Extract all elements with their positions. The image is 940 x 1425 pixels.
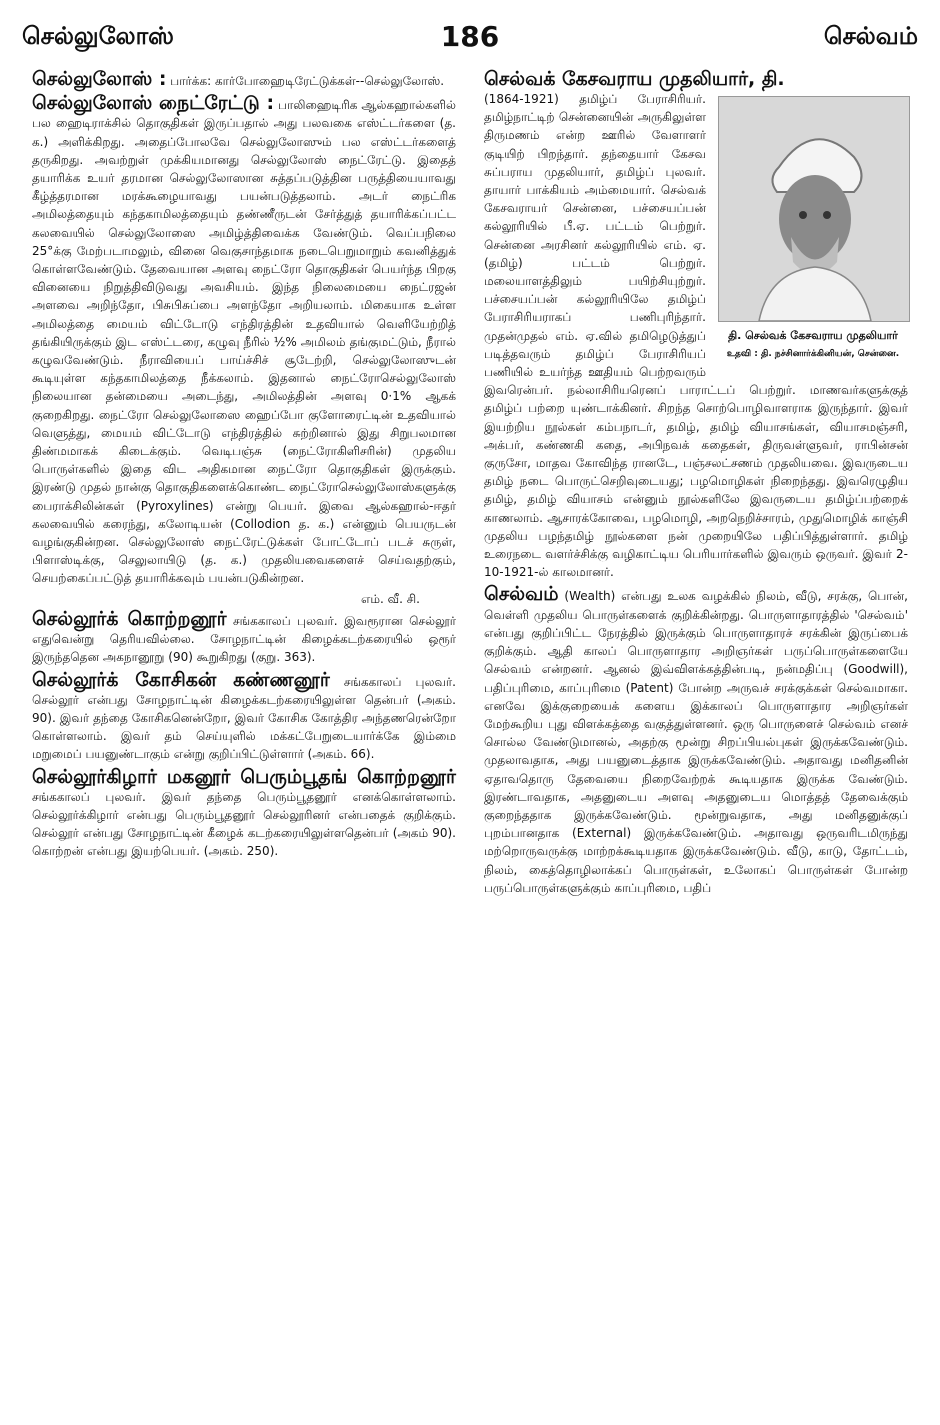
- entry-selvak-kesavaraya-text: (1864-1921) தமிழ்ப் பேராசிரியர். தமிழ்நாட்டிற் சென்னையின் அருகிலுள்ள திருமணம் என்ற ஊரில் வேளாளர் குடியிற் பிறந்தார். தந்தையார் கேசவ சுப்பராய முதலியார், தமிழ்ப் புலவர். தாயார் பாக்கியம் அம்மையார். செல்வக் கேசவராயர் சென்னை, பச்சையப்பன் கல்லூரியில் பீ.ஏ. பட்டம் பெற்றுர். சென்னை அரசினர் கல்லூரியில் எம். ஏ. (தமிழ்) பட்டம் பெற்றுர். மலையாளத்திலும் பயிற்சியுற்றுர். பச்சையப்பன் கல்லூரியிலே தமிழ்ப் பேராசிரியராகப் பணிபுரிந்தார். முதன்முதல் எம். ஏ.வில் தமிழெடுத்துப் படித்தவரும் தமிழ்ப் பேராசிரியப் பணியில் உயர்ந்த ஊதியம் பெற்றவரும் இவரென்பர். நல்லாசிரியரெனப் பாராட்டப் பெற்றுர். மாணவர்களுக்குத் தமிழ்ப் பற்றை யுண்டாக்கினர். சிறந்த சொற்பொழிவாளராக இருந்தார். இவர் இயற்றிய நூல்கள் கம்பநாடர், தமிழ், தமிழ் வியாசங்கள், வியாசமஞ்சரி, அக்பர், கண்ணகி கதை, அபிநவக் கதைகள், திருவள்ளுவர், ராபின்சன் குருசோ, மாதவ கோவிந்த ரானடே, பஞ்சலட்சணம் முதலியவை. இவருடைய தமிழ் நடை பொருட்செறிவுடையது; பழமொழிகள் நிறைந்தது. இவரெழுதிய தமிழ், தமிழ் வியாசம் என்னும் நூல்களிலே இவருடைய தமிழ்ப்பற்றைக் காணலாம். ஆசாரக்கோவை, பழமொழி, அறநெறிச்சாரம், முதுமொழிக் காஞ்சி முதலிய பழந்தமிழ் நூல்களை நன் முறையிலே பதிப்பித்துள்ளார். தமிழ் உரைநடை வளர்ச்சிக்கு வழிகாட்டிய பெரியார்களில் இவரும் ஒருவர். இவர் 2-10-1921-ல் காலமானர்.: [484, 92, 908, 580]
- entry-headword: செல்லுலோஸ் :: [32, 68, 167, 90]
- page-header: [22, 22, 918, 52]
- entry-sellurkizhar-makanar: [32, 766, 456, 861]
- entry-headword: செல்வம்: [484, 583, 559, 606]
- entry-headword: செல்லூர்க் கொற்றனூர்: [32, 607, 227, 630]
- entry-text: சங்ககாலப் புலவர். இவரூரான செல்லூர் எதுவென்று தெரியவில்லை. சோழநாட்டின் கிழைக்கடற்கரையில் ஒரூர் இருந்ததென அகநானூறு (90) கூறுகிறது (குறு. 363).: [32, 613, 456, 665]
- entry-text: சங்ககாலப் புலவர். இவர் தந்தை பெரும்பூதனூர் எனக்கொள்ளலாம். செல்லூர்க்கிழார் என்பது பெரும்பூதனூர் செல்லூரினர் என்பதைக் குறிக்கும். செல்லூர் என்பது சோழநாட்டின் கீழைக் கடற்கரையிலுள்ளதென்பர் (அகம் 90). கொற்றன் என்பது இயற்பெயர். (அகம். 250).: [32, 789, 456, 859]
- portrait-figure: [718, 96, 908, 361]
- entry-text: பாலிஹைடிரிக ஆல்கஹால்களில் பல ஹைடிராக்சில் தொகுதிகள் இருப்பதால் அது பலவகை எஸ்ட்டர்களை (த. க.) அளிக்கிறது. அதைப்போலவே செல்லுலோஸும் பல எஸ்ட்டர்களைத் தருகிறது. அவற்றுள் முக்கியமானது செல்லுலோஸ் நைட்ரேட்டு. இதைத் தயாரிக்க உயர் தரமான செல்லுலோஸான சுத்தப்படுத்தின பருத்தியையாவது கீழ்த்தரமான மரக்கூழையாவது பயன்படுத்தலாம். அடர் நைட்ரிக அமிலத்தையும் கந்தகாமிலத்தையும் தண்ணீருடன் சேர்த்துத் தயாரிக்கப்பட்ட கலவையில் செல்லுலோஸை அமிழ்த்திவைக்க வேண்டும். வெப்பநிலை 25°க்கு மேற்படாமலும், வினை வெகுசாந்தமாக நடைபெறுமாறும் கவனித்துக் கொள்ளவேண்டும். தேவையான அளவு நைட்ரோ தொகுதிகள் பெயர்ந்த பிறகு வினையை நிறுத்திவிடுவது அவசியம். இந்த நிலைமையை நைட்ரஜன் அளவை அறிந்தோ, பிசுபிசுப்பை அளந்தோ அறியலாம். மிகையாக உள்ள அமிலத்தை மையம் விட்டோடு எந்திரத்தின் உதவியால் வெளியேற்றித் தங்கியிருக்கும் இட எஸ்ட்டரை, கழுவு நீரில் ½% அமிலம் தங்குமட்டும், நீரால் கழுவவேண்டும். நீராவியைப் பாய்ச்சிச் சூடேற்றி, செல்லுலோஸுடன் கூடியுள்ள கந்தகாமிலத்தை நீக்கலாம். இதனால் நைட்ரோசெல்லுலோஸ் நிலையான தன்மையை அடைந்து, அமிலத்தின் அளவு 0·1% ஆகக் குறைகிறது. நைட்ரோ செல்லுலோஸை ஹைப்போ குளோரைட்டின் உதவியால் வெளுத்து, மையம் விட்டோடு எந்திரத்தில் சுற்றினால் இது சிறுபலமான திண்மமாகக் கிடைக்கும். வெடிபஞ்சு (நைட்ரோகிளிசரின்) முதலிய பொருள்களில் இதை விட அதிகமான நைட்ரோ தொகுதிகள் இருக்கும். இரண்டு முதல் நான்கு தொகுதிகளைக்கொண்ட நைட்ரோசெல்லுலோஸ்களுக்கு பைராக்சிலின்கள் (Pyroxylines) என்று பெயர். இவை ஆல்கஹால்-ஈதர் கலவையில் கரைந்து, கலோடியன் (Collodion த. க.) என்னும் பெயருடன் வழங்குகின்றன. செல்லுலோஸ் நைட்ரேட்டுக்கள் போட்டோப் படச் சுருள், பிளாஸ்டிக்கு, செலுலாயிடு (த. க.) முதலியவைகளைச் செய்வதற்கும், செயற்கைப்பட்டுத் தயாரிக்கவும் பயன்படுகின்றன.: [32, 98, 456, 586]
- photo-credit: உதவி : தி. நச்சினார்க்கினியன், சென்னை.: [726, 349, 900, 359]
- running-head-left: செல்லுலோஸ்: [22, 22, 174, 50]
- author-signature: எம். வீ. சி.: [361, 591, 420, 606]
- page-number: 186: [440, 20, 500, 53]
- running-head-right: செல்வம்: [823, 22, 918, 50]
- entry-headword: செல்லுலோஸ் நைட்ரேட்டு :: [32, 92, 275, 115]
- entry-sellur-kosikan: [32, 669, 456, 764]
- entry-sellur-kotranar: [32, 608, 456, 667]
- left-column: [32, 68, 456, 863]
- entry-headword: செல்வக் கேசவராய முதலியார், தி.: [484, 68, 785, 90]
- entry-text: பார்க்க: கார்போஹைடிரேட்டுக்கள்--செல்லுலோஸ்.: [170, 74, 445, 88]
- portrait-photo: [718, 96, 910, 322]
- photo-caption: தி. செல்வக் கேசவராய முதலியார்: [728, 329, 898, 342]
- entry-selvam: [484, 583, 908, 896]
- entry-text: (Wealth) என்பது உலக வழக்கில் நிலம், வீடு, சரக்கு, பொன், வெள்ளி முதலிய பொருள்களைக் குறிக்கின்றது. பொருளாதாரத்தில் 'செல்வம்' என்பது குறிப்பிட்ட நேரத்தில் இருக்கும் பொருளாதாரச் சரக்கின் இருப்பைக் குறிக்கும். ஆதி காலப் பொருளாதார அறிஞர்கள் பருப்பொருள்களையே செல்வம் என்றனர். ஆனல் இவ்விளக்கத்தின்படி, நன்மதிப்பு (Goodwill), பதிப்புரிமை, காப்புரிமை (Patent) போன்ற அருவச் சரக்குக்கள் செல்வமாகா. எனவே இக்குறையைக் களைய இக்காலப் பொருளாதார அறிஞர்கள் மேற்கூறிய புது விளக்கத்தை வகுத்துள்ளனர். ஒரு பொருளைச் செல்வம் எனச் சொல்ல வேண்டுமானல், அதற்கு மூன்று சிறப்பியல்புகள் இருக்கவேண்டும். முதலாவதாக, அது பயனுடைத்தாக இருக்கவேண்டும். அதாவது மனிதனின் ஏதாவதொரு தேவையை நிறைவேற்றக் கூடியதாக இருக்க வேண்டும். இரண்டாவதாக, அதனுடைய அளவு அதனுடைய மொத்தத் தேவைக்கும் குறைந்ததாக இருக்கவேண்டும். மூன்றுவதாக, அது மனிதனுக்குப் புறம்பானதாக (External) இருக்கவேண்டும். அதாவது ஒருவரிடமிருந்து மற்றொருவருக்கு மாற்றக்கூடியதாக இருக்கவேண்டும். வீடு, காடு, தோட்டம், நிலம், கைத்தொழிலாக்கப் பொருள்கள், உலோகப் பொருள்கள் போன்ற பருப்பொருள்களுக்கும் காப்புரிமை, பதிப்: [484, 589, 908, 895]
- entry-text: சங்ககாலப் புலவர். செல்லூர் என்பது சோழநாட்டின் கிழைக்கடற்கரையிலுள்ள தென்பர் (அகம். 90). இவர் தந்தை கோசிகனென்றோ, இவர் கோசிக கோத்திர அந்தணரென்றோ கொள்ளலாம். இவர் தம் செய்யுளில் மக்கட்பேறுடையார்க்கே இம்மை மறுமைப் பயனுண்டாகும் என்று குறிப்பிட்டுள்ளார் (அகம். 66).: [32, 674, 456, 762]
- entry-headword: செல்லூர்க் கோசிகன் கண்ணனூர்: [32, 668, 330, 691]
- entry-headword: செல்லூர்கிழார் மகனூர் பெரும்பூதங் கொற்றனூர்: [32, 765, 456, 788]
- right-column: [484, 68, 908, 899]
- portrait-image: [719, 97, 909, 321]
- entry-cellulose-nitrate: [32, 92, 456, 587]
- entry-cellulose: [32, 68, 456, 90]
